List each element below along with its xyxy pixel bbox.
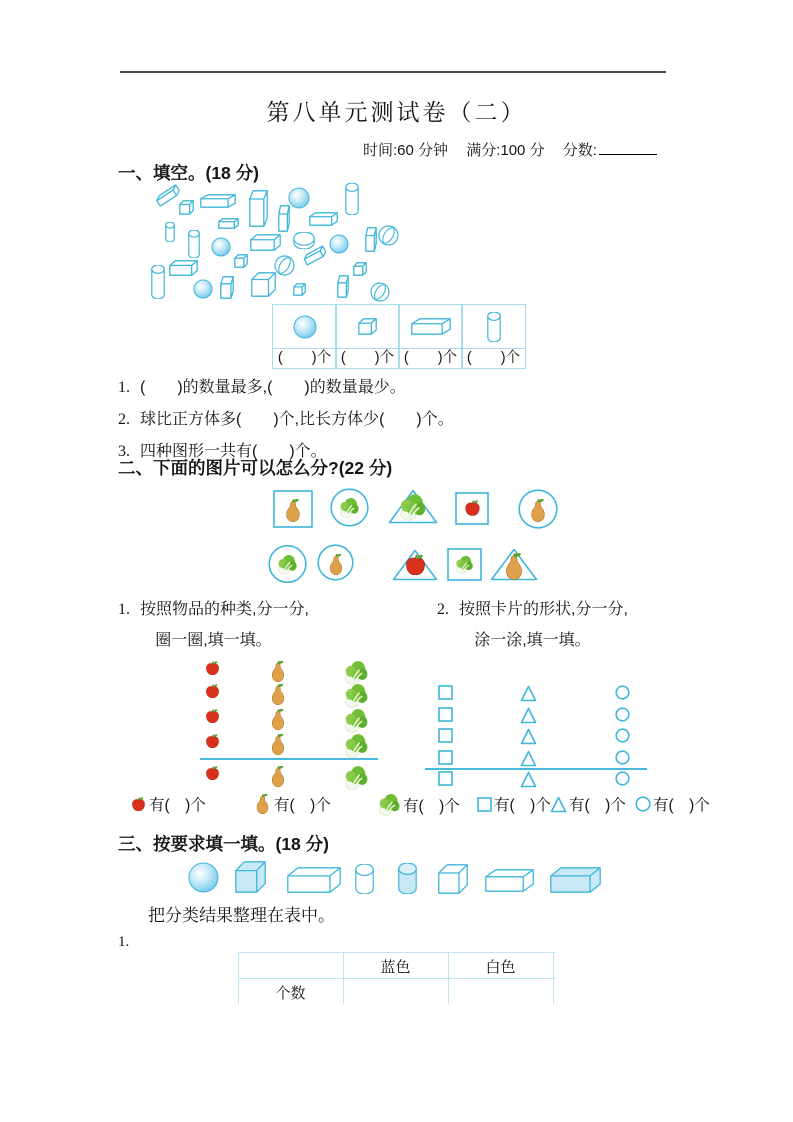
cabbage-icon <box>344 708 369 733</box>
count-label-square <box>477 793 551 815</box>
triangle-icon <box>520 685 537 702</box>
q2-number: 2. <box>437 601 449 618</box>
pear-icon <box>268 708 288 731</box>
square-icon <box>438 685 453 700</box>
count-label-pear <box>253 793 331 815</box>
sphere-icon <box>293 315 317 339</box>
sort-divider-line <box>200 758 378 760</box>
question-number: 1. <box>118 379 130 396</box>
card-triangle-pear <box>490 548 538 581</box>
count-table-shape-sphere <box>272 304 337 349</box>
count-table-blank-label: ( )个 <box>335 348 400 369</box>
square-icon <box>438 750 453 765</box>
count-label-circle <box>635 793 710 815</box>
cabbage-icon <box>344 683 369 708</box>
cuboid-icon <box>249 190 268 227</box>
count-label-text: 有( )个 <box>274 797 331 814</box>
cuboid-icon <box>337 275 349 298</box>
cabbage-icon <box>455 555 474 574</box>
apple-icon <box>130 796 147 813</box>
cylinder-icon <box>487 312 501 342</box>
top-rule <box>120 71 666 73</box>
card-circle-cabbage <box>268 545 307 583</box>
card-triangle-cabbage <box>388 489 438 524</box>
cylinder-icon <box>165 222 175 242</box>
sphere-icon <box>193 279 213 299</box>
cylinder-icon <box>398 863 417 894</box>
count-table-shape-cube <box>335 304 400 349</box>
ball-icon <box>370 282 390 302</box>
count-table-shape-cuboid <box>398 304 463 349</box>
count-table-shape-cylinder <box>461 304 526 349</box>
circle-icon <box>615 685 630 700</box>
cabbage-icon <box>277 554 298 575</box>
cuboid-icon <box>278 205 290 232</box>
apple-icon <box>204 683 221 700</box>
pear-icon <box>268 660 288 683</box>
card-square-apple <box>455 492 489 525</box>
count-label-text: 有( )个 <box>569 797 626 814</box>
cuboid-icon <box>250 234 281 251</box>
section2-heading: 二、下面的图片可以怎么分?(22 分) <box>118 458 393 478</box>
q2-line2: 涂一涂,填一填。 <box>474 632 591 649</box>
cuboid-icon <box>220 276 234 299</box>
pear-icon <box>268 683 288 706</box>
cabbage-icon <box>378 793 401 816</box>
result-table-middle-line <box>238 978 556 979</box>
info-full-score: 满分:100 分 <box>466 142 545 159</box>
triangle-icon <box>520 750 537 767</box>
circle-icon <box>635 796 651 812</box>
cabbage-icon <box>344 733 369 758</box>
question-text: ( )的数量最多,( )的数量最少。 <box>140 379 406 396</box>
cube-icon <box>235 861 266 893</box>
cuboid-icon <box>485 869 534 892</box>
cabbage-icon <box>339 497 360 518</box>
ball-icon <box>378 225 399 246</box>
pear-icon <box>501 552 527 581</box>
sphere-icon <box>288 187 310 209</box>
info-score-label: 分数: <box>562 142 597 159</box>
section3-sub-number: 1. <box>118 934 130 950</box>
question-line <box>118 406 454 429</box>
count-label-text: 有( )个 <box>494 797 551 814</box>
cuboid-icon <box>411 318 451 335</box>
card-square-cabbage <box>447 548 482 581</box>
circle-icon <box>615 771 630 786</box>
cube-icon <box>251 272 276 297</box>
triangle-icon <box>520 707 537 724</box>
card-circle-cabbage <box>330 488 369 527</box>
count-table-blank-label: ( )个 <box>398 348 463 369</box>
result-table-vline <box>553 952 554 1004</box>
cylinder-icon <box>345 183 359 215</box>
count-table-blank-label: ( )个 <box>461 348 526 369</box>
info-time: 时间:60 分钟 <box>363 142 449 159</box>
cabbage-icon <box>344 660 369 685</box>
shape-count-table <box>272 304 526 369</box>
question-text: 四种图形一共有( )个。 <box>140 443 327 460</box>
result-table-header-white: 白色 <box>485 959 516 976</box>
section3-note: 把分类结果整理在表中。 <box>148 906 335 925</box>
triangle-icon <box>520 728 537 745</box>
cuboid-icon <box>309 212 338 226</box>
q1-line2: 圈一圈,填一填。 <box>155 632 272 649</box>
page-title: 第八单元测试卷（二） <box>266 100 527 125</box>
cube-icon <box>353 262 367 276</box>
cabbage-icon <box>344 765 369 790</box>
shapes-scatter <box>145 180 435 310</box>
pear-icon <box>268 733 288 756</box>
pear-icon <box>527 498 549 523</box>
section3-heading: 三、按要求填一填。(18 分) <box>118 834 329 854</box>
square-icon <box>477 797 492 812</box>
circle-icon <box>615 728 630 743</box>
apple-icon <box>204 765 221 782</box>
apple-icon <box>204 733 221 750</box>
cuboid-icon <box>550 867 601 893</box>
count-answer-row <box>125 793 775 817</box>
result-table <box>238 952 558 1004</box>
sphere-icon <box>188 862 219 893</box>
question-text: 球比正方体多( )个,比长方体少( )个。 <box>140 411 454 428</box>
pear-icon <box>282 498 304 523</box>
cabbage-icon <box>399 493 427 521</box>
circle-icon <box>615 707 630 722</box>
cylinder-icon <box>293 232 315 249</box>
square-icon <box>438 707 453 722</box>
sort-by-kind-area <box>190 655 425 790</box>
card-circle-pear <box>317 543 354 582</box>
card-circle-pear <box>518 489 558 529</box>
cuboid-icon <box>365 227 377 252</box>
score-blank <box>599 141 657 155</box>
apple-icon <box>463 499 482 518</box>
count-label-text: 有( )个 <box>149 797 206 814</box>
cuboid-icon <box>154 184 182 207</box>
cylinder-icon <box>355 864 374 894</box>
card-triangle-apple <box>392 549 438 581</box>
q1-line1: 按照物品的种类,分一分, <box>140 601 309 618</box>
cuboid-icon <box>287 867 341 893</box>
section2-q2 <box>437 596 628 650</box>
card-square-pear <box>273 490 313 528</box>
section2-q1 <box>118 596 309 650</box>
square-icon <box>438 771 453 786</box>
apple-icon <box>204 660 221 677</box>
count-label-text: 有( )个 <box>653 797 710 814</box>
result-table-row-label: 个数 <box>275 985 306 1002</box>
count-label-text: 有( )个 <box>403 797 460 815</box>
pear-icon <box>326 553 346 576</box>
cuboid-icon <box>169 260 198 276</box>
cylinder-icon <box>151 265 165 299</box>
circle-icon <box>615 750 630 765</box>
question-number: 2. <box>118 411 130 428</box>
section3-shapes-row <box>188 860 613 896</box>
cube-icon <box>234 254 248 268</box>
result-table-header-blue: 蓝色 <box>380 959 411 976</box>
cube-icon <box>293 283 306 296</box>
cylinder-icon <box>188 230 200 258</box>
header-info <box>363 139 657 160</box>
cuboid-icon <box>218 218 239 229</box>
count-label-cabbage <box>378 793 460 816</box>
cuboid-icon <box>200 194 236 208</box>
section1-heading: 一、填空。(18 分) <box>118 163 259 183</box>
cube-icon <box>358 318 377 335</box>
cube-icon <box>179 200 194 215</box>
cube-icon <box>438 864 468 894</box>
question-number: 3. <box>118 443 130 460</box>
sort-by-shape-area <box>425 668 660 788</box>
question-line <box>118 374 454 397</box>
count-table-blank-label: ( )个 <box>272 348 337 369</box>
apple-icon <box>403 553 428 578</box>
count-label-triangle <box>550 793 626 815</box>
ball-icon <box>274 255 295 276</box>
count-label-apple <box>130 793 206 815</box>
sphere-icon <box>211 237 231 257</box>
q2-line1: 按照卡片的形状,分一分, <box>459 601 628 618</box>
result-table-top-line <box>238 952 556 953</box>
triangle-icon <box>550 796 567 813</box>
pear-icon <box>268 765 288 788</box>
q1-number: 1. <box>118 601 130 618</box>
sort-divider-line <box>425 768 647 770</box>
apple-icon <box>204 708 221 725</box>
square-icon <box>438 728 453 743</box>
sphere-icon <box>329 234 349 254</box>
pear-icon <box>253 793 272 815</box>
triangle-icon <box>520 771 537 788</box>
